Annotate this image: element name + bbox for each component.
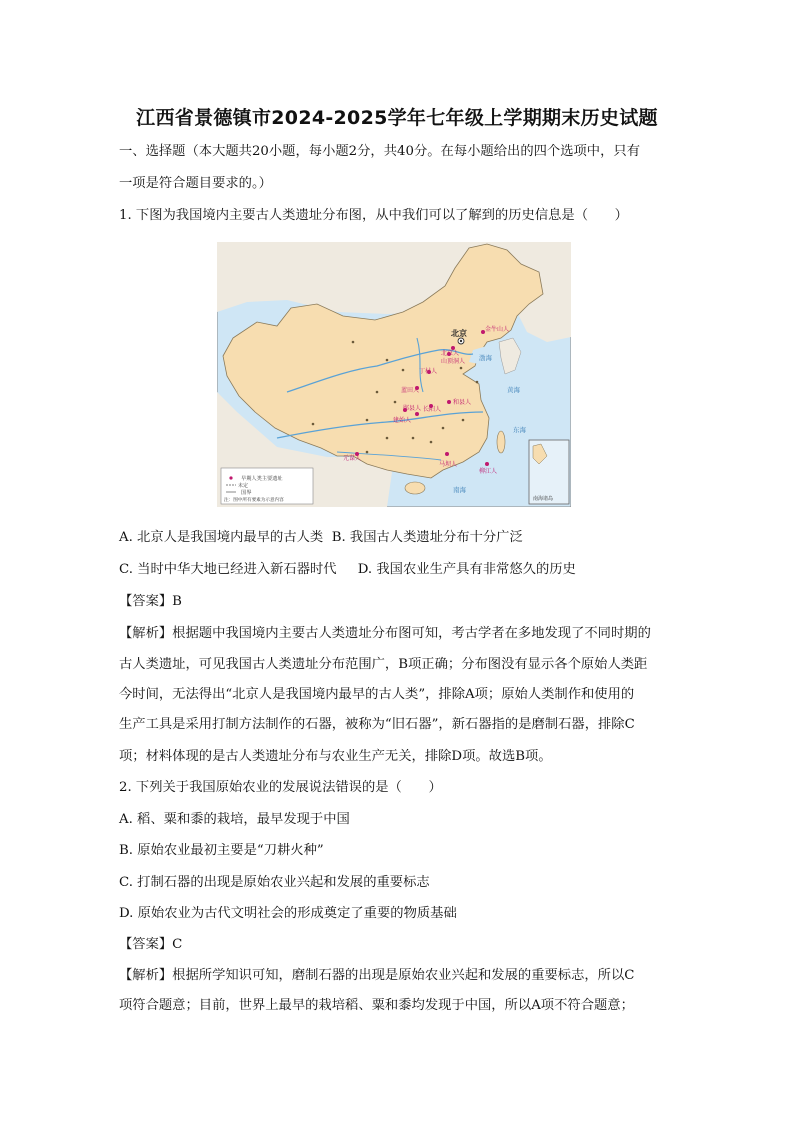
question-1-answer: 【答案】B xyxy=(119,594,182,609)
label-jinniushan: 金牛山人 xyxy=(485,326,510,333)
question-2-analysis-line1: 【解析】根据所学知识可知，磨制石器的出现是原始农业兴起和发展的重要标志，所以C xyxy=(119,968,635,983)
question-1-option-b: B. 我国古人类遗址分布十分广泛 xyxy=(331,530,523,545)
legend-note: 注：图中所有要素为示意内容 xyxy=(224,498,284,503)
label-huanghai: 黄海 xyxy=(507,386,520,394)
label-changyang: 长阳人 xyxy=(423,406,442,413)
label-shandingdong: 山顶洞人 xyxy=(441,358,466,365)
question-1-option-d: D. 我国农业生产具有非常悠久的历史 xyxy=(357,562,576,577)
question-2-analysis-line2: 项符合题意；目前，世界上最早的栽培稻、粟和黍均发现于中国，所以A项不符合题意； xyxy=(119,998,634,1013)
question-1-analysis-line3: 今时间，无法得出“北京人是我国境内最早的古人类”，排除A项；原始人类制作和使用的 xyxy=(119,687,635,702)
label-nanhai-islands: 南海诸岛 xyxy=(533,496,554,502)
label-yuanmou: 元谋人 xyxy=(343,455,362,462)
label-maba: 马坝人 xyxy=(439,461,458,468)
label-liujiang: 柳江人 xyxy=(479,468,498,475)
legend-border: 国界 xyxy=(241,490,252,496)
question-1-analysis-line1: 【解析】根据题中我国境内主要古人类遗址分布图可知，考古学者在多地发现了不同时期的 xyxy=(119,626,651,641)
document-title: 江西省景德镇市2024-2025学年七年级上学期期末历史试题 xyxy=(136,107,658,129)
section-instructions-line2: 一项是符合题目要求的。） xyxy=(119,176,272,191)
label-donghai: 东海 xyxy=(513,426,526,434)
question-1-option-a-b xyxy=(119,529,679,547)
label-jianshi: 建始人 xyxy=(393,417,412,424)
label-nanhai: 南海 xyxy=(453,486,466,494)
label-yunxian: 郧县人 xyxy=(403,405,422,412)
question-1-stem: 1. 下图为我国境内主要古人类遗址分布图，从中我们可以了解到的历史信息是（ ） xyxy=(119,208,628,223)
question-2-answer: 【答案】C xyxy=(119,937,183,952)
map-legend xyxy=(221,468,313,504)
label-hexian: 和县人 xyxy=(453,399,472,406)
question-1-option-c: C. 当时中华大地已经进入新石器时代 xyxy=(119,562,337,577)
question-1-option-a: A. 北京人是我国境内最早的古人类 xyxy=(119,530,324,545)
section-instructions-line1: 一、选择题（本大题共20小题，每小题2分，共40分。在每小题给出的四个选项中，只有 xyxy=(119,144,640,159)
question-1-option-c-d xyxy=(119,561,679,579)
ancient-human-sites-map xyxy=(217,242,571,507)
question-1-analysis-line4: 生产工具是采用打制方法制作的石器，被称为“旧石器”，新石器指的是磨制石器，排除C xyxy=(119,717,635,732)
question-2-option-b: B. 原始农业最初主要是“刀耕火种” xyxy=(119,843,324,858)
label-beijing: 北京 xyxy=(451,329,467,338)
question-2-option-d: D. 原始农业为古代文明社会的形成奠定了重要的物质基础 xyxy=(119,906,457,921)
label-bohai: 渤海 xyxy=(479,354,492,362)
question-1-analysis-line2: 古人类遗址，可见我国古人类遗址分布范围广，B项正确；分布图没有显示各个原始人类距 xyxy=(119,657,648,672)
question-1-analysis-line5: 项；材料体现的是古人类遗址分布与农业生产无关，排除D项。故选B项。 xyxy=(119,749,552,764)
label-dingcun: 丁村人 xyxy=(419,368,438,375)
question-2-option-a: A. 稻、粟和黍的栽培，最早发现于中国 xyxy=(119,812,350,827)
label-lantian: 蓝田人 xyxy=(401,387,420,394)
question-2-option-c: C. 打制石器的出现是原始农业兴起和发展的重要标志 xyxy=(119,875,430,890)
legend-sites: 早期人类主要遗址 xyxy=(241,476,283,482)
legend-border-undefined: 未定 xyxy=(238,483,249,489)
label-beijingren: 北京人 xyxy=(441,350,460,357)
question-2-stem: 2. 下列关于我国原始农业的发展说法错误的是（ ） xyxy=(119,780,442,795)
